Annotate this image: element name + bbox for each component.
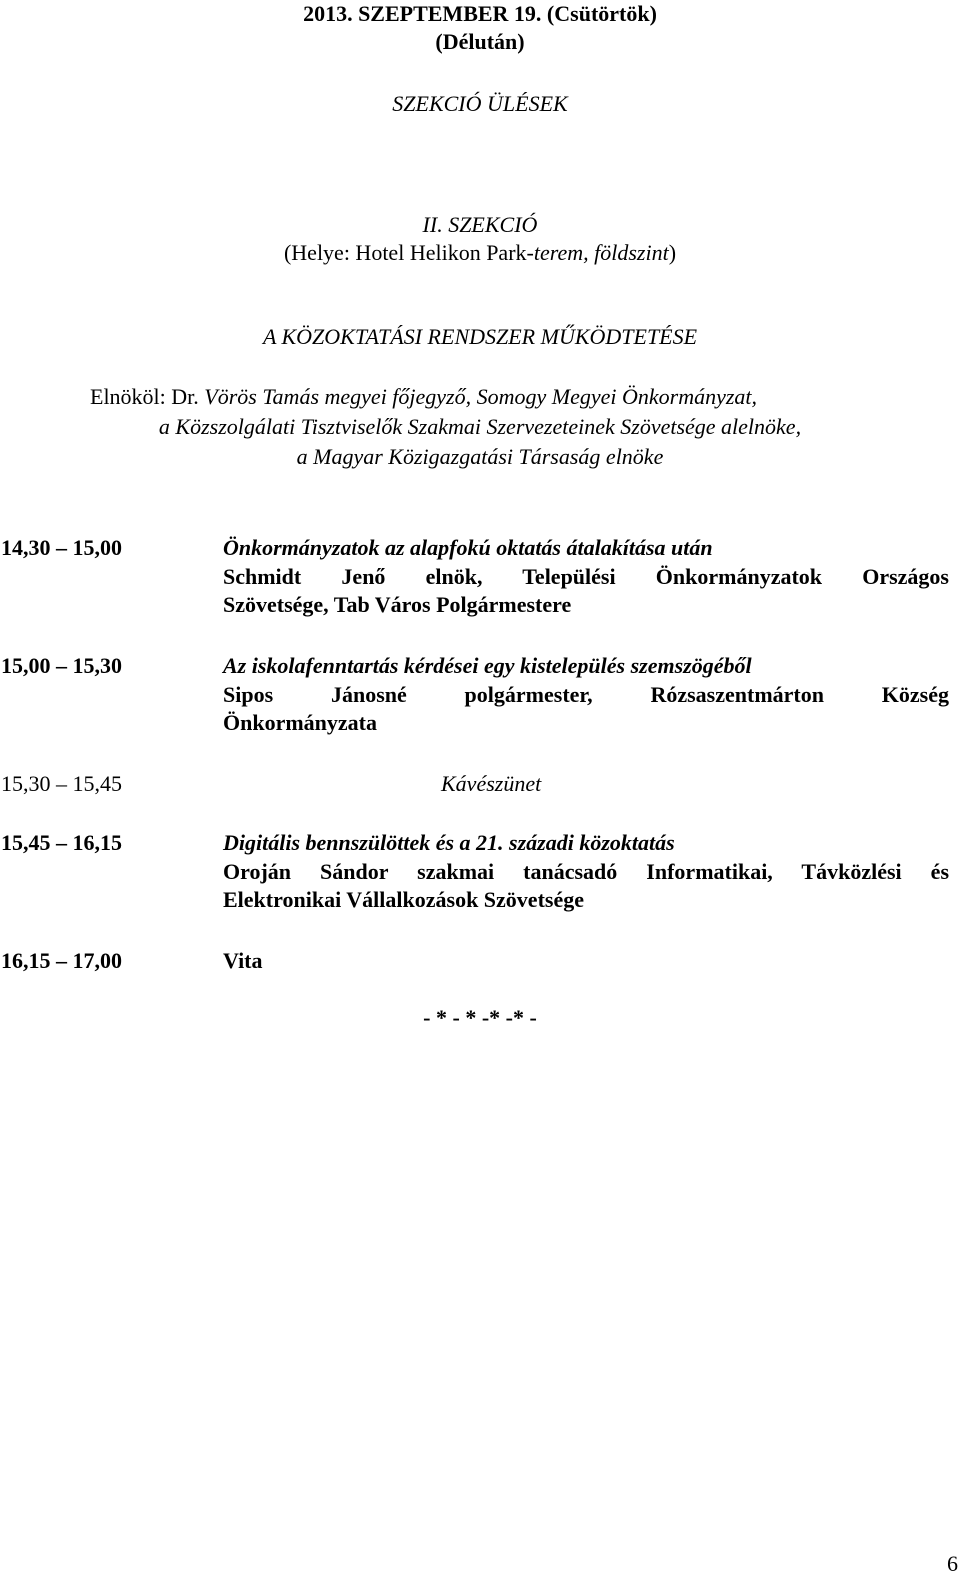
program-time-3: 15,30 – 15,45 [1, 771, 122, 796]
coffee-break: Kávészünet [441, 771, 542, 796]
program-title-4: Digitális bennszülöttek és a 21. századi közoktatás [223, 830, 675, 855]
program-time-4: 15,45 – 16,15 [1, 830, 122, 855]
program-speaker-1b: Szövetsége, Tab Város Polgármestere [223, 592, 572, 617]
chair-label: Elnököl: [90, 384, 166, 409]
section-location [0, 239, 960, 267]
program-item-4 [223, 829, 949, 915]
program-speaker-2a: Sipos Jánosné polgármester, Rózsaszentmárton Község [223, 681, 949, 707]
page-number: 6 [947, 1551, 958, 1576]
time-of-day: (Délután) [435, 29, 525, 54]
location-suffix: ) [668, 240, 677, 265]
program-time-2: 15,00 – 15,30 [1, 653, 122, 678]
section-topic: A KÖZOKTATÁSI RENDSZER MŰKÖDTETÉSE [262, 324, 698, 349]
location-prefix: (Helye: Hotel Helikon Park- [283, 240, 534, 265]
program-item-1 [223, 534, 949, 620]
program-time-5: 16,15 – 17,00 [1, 948, 122, 973]
section-title: II. SZEKCIÓ [422, 212, 538, 237]
location-italic: terem, földszint [533, 240, 669, 265]
chair-name: Vörös Tamás megyei főjegyző, Somogy Megyei Önkormányzat, [204, 384, 758, 409]
program-title-1: Önkormányzatok az alapfokú oktatás átalakítása után [223, 535, 713, 560]
chair-line-2: a Közszolgálati Tisztviselők Szakmai Szervezeteinek Szövetsége alelnöke, [158, 414, 802, 439]
program-title-2: Az iskolafenntartás kérdései egy kistelepülés szemszögéből [223, 653, 752, 678]
date-heading: 2013. SZEPTEMBER 19. (Csütörtök) [303, 1, 657, 26]
program-speaker-2b: Önkormányzata [223, 710, 377, 735]
program-time-1: 14,30 – 15,00 [1, 535, 122, 560]
program-item-2 [223, 652, 949, 738]
chair-title: Dr. [165, 384, 205, 409]
sessions-heading: SZEKCIÓ ÜLÉSEK [392, 91, 568, 116]
chair-line-1 [90, 383, 757, 411]
chair-line-3: a Magyar Közigazgatási Társaság elnöke [296, 444, 664, 469]
program-speaker-4a: Oroján Sándor szakmai tanácsadó Informatikai, Távközlési és [223, 858, 949, 884]
program-speaker-1a: Schmidt Jenő elnök, Települési Önkormányzatok Országos [223, 563, 949, 589]
program-title-5: Vita [223, 948, 263, 973]
program-speaker-4b: Elektronikai Vállalkozások Szövetsége [223, 887, 584, 912]
separator: - * - * -* -* - [423, 1005, 537, 1030]
